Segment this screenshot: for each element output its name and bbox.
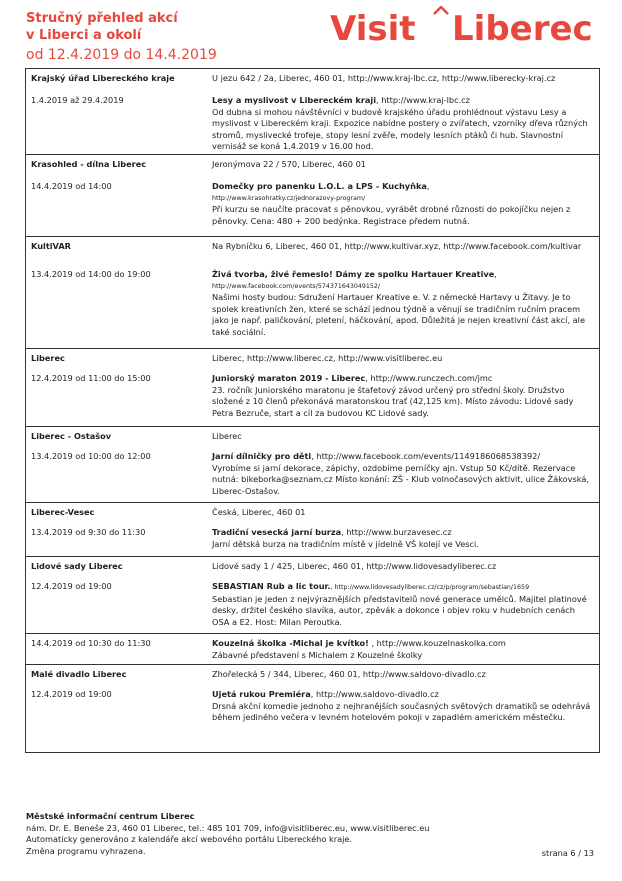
logo-caret-icon [434, 7, 448, 14]
event-org: Krasohled - dílna Liberec [31, 159, 147, 169]
event-description: Drsná akční komedie jednoho z nejhranějších současných světových dramatiků se odehrává během jediného večera v levném hotelovém pokoji v zapadlém americkém městečku. [212, 700, 591, 723]
event-row [26, 634, 599, 665]
event-row [26, 69, 599, 155]
event-row [26, 155, 599, 237]
event-row [26, 427, 599, 503]
event-link[interactable]: , http://www.kouzelnaskolka.com [368, 638, 506, 648]
event-row [26, 237, 599, 349]
event-title: Juniorský maraton 2019 - Liberec [212, 373, 366, 383]
event-link[interactable]: , http://www.runczech.com/jmc [365, 373, 493, 383]
event-description: Našimi hosty budou: Sdružení Hartauer Kreative e. V. z německé Hartavy u Žitavy. Je to spolek kreativních žen, které se schází jednou týdně a věnují se tradičním ručním pracem jako je např. paličkování, pletení, háčkování, apod. Důležitá je nejen kreativní část akcí, ale také sociální. [212, 292, 585, 337]
event-org: Liberec - Ostašov [31, 431, 112, 441]
event-details [212, 269, 592, 339]
event-description: Od dubna si mohou návštěvníci v budově krajského úřadu prohlédnout výstavu Lesy a myslivost v Libereckém kraji. Expozice nabídne postery o zvířatech, vzorníky dřeva různých stromů, myslivecké trofeje, stopy lesní zvěře, modely lesních ptáků či hub. Slavnostní vernisáž se koná 1.4.2019 v 16.00 hod. [212, 106, 588, 152]
event-date: 12.4.2019 od 11:00 do 15:00 [31, 373, 151, 383]
event-row [26, 665, 599, 753]
event-link[interactable]: , http://www.facebook.com/events/1149186068538392/ [311, 451, 541, 461]
event-details [212, 581, 592, 628]
event-org: Liberec [31, 353, 65, 363]
event-title: SEBASTIAN Rub a lic tour. [212, 581, 331, 591]
footer-note-changes: Změna programu vyhrazena. [26, 845, 146, 856]
event-details [212, 373, 592, 419]
event-details [212, 638, 592, 661]
event-title: Kouzelná školka -Michal je kvítko! [212, 638, 369, 648]
event-description: Vyrobíme si jarní dekorace, zápichy, ozdobíme perníčky ajn. Vstup 50 Kč/dítě. Rezervace nutná: bikeborka@seznam.cz Místo konání: ZŠ - Klub volnočasových aktivit, ulice Žákovská, Liberec-Ostašov. [212, 462, 589, 496]
event-link[interactable]: , http://www.lidovesadyliberec.cz/cz/p/program/sebastian/1659 [330, 584, 530, 591]
event-details [212, 527, 592, 550]
event-link[interactable]: , [426, 181, 430, 191]
event-date: 14.4.2019 od 10:30 do 11:30 [31, 638, 151, 648]
event-address: Liberec [212, 431, 242, 441]
event-description: 23. ročník Juniorského maratonu je štafetový závod určený pro střední školy. Družstvo složené z 10 členů překonává maratonskou trať (42,125 km). Místo závodu: Lidové sady Petra Bezruče, start a cíl za budovou KC Lidové sady. [212, 384, 574, 418]
event-details [212, 689, 592, 724]
footer-note-generated: Automaticky generováno z kalendáře akcí webového portálu Libereckého kraje. [26, 834, 353, 845]
event-description: Při kurzu se naučíte pracovat s pěnovkou, vyrábět drobné různosti do pokojíčku nejen z pěnovky. Cena: 480 + 200 bedýnka. Registrace předem nutná. [212, 204, 571, 226]
event-details [212, 95, 592, 153]
title-line-2: v Liberci a okolí [26, 28, 142, 43]
event-address: Česká, Liberec, 460 01 [212, 507, 306, 517]
event-url[interactable]: http://www.krasohratky.cz/jednorazovy-program/ [212, 194, 366, 202]
event-address: Na Rybníčku 6, Liberec, 460 01, http://www.kultivar.xyz, http://www.facebook.com/kultivar [212, 241, 582, 251]
event-row [26, 349, 599, 427]
event-date: 1.4.2019 až 29.4.2019 [31, 95, 124, 105]
document-title [26, 10, 286, 44]
event-description: Sebastian je jeden z nejvýraznějších představitelů nové generace umělců. Majitel platinové desky, držitel českého slavíka, autor, zpěvák a dokonce i objev roku v hudebních cenách OSA a E2. Host: Milan Peroutka. [212, 593, 587, 627]
title-line-1: Stručný přehled akcí [26, 11, 178, 26]
event-details [212, 451, 592, 497]
event-org: Krajský úřad Libereckého kraje [31, 73, 175, 83]
event-org: Liberec-Vesec [31, 507, 95, 517]
page-number: strana 6 / 13 [541, 848, 594, 858]
event-description: Jarní dětská burza na tradičním místě v jídelně VŠ kolejí ve Vesci. [212, 538, 479, 549]
event-row [26, 503, 599, 557]
event-link[interactable]: , http://www.kraj-lbc.cz [376, 95, 470, 105]
event-title: Lesy a myslivost v Libereckém kraji [212, 95, 377, 105]
logo-text-visit: Visit [330, 9, 416, 49]
event-date: 13.4.2019 od 14:00 do 19:00 [31, 269, 151, 279]
event-title: Ujetá rukou Premiéra [212, 689, 311, 699]
events-table [25, 68, 600, 753]
event-date: 14.4.2019 od 14:00 [31, 181, 112, 191]
event-org: KultiVAR [31, 241, 71, 251]
event-date: 12.4.2019 od 19:00 [31, 689, 112, 699]
event-title: Živá tvorba, živé řemeslo! Dámy ze spolku Hartauer Kreative [212, 269, 495, 279]
event-address: Liberec, http://www.liberec.cz, http://www.visitliberec.eu [212, 353, 443, 363]
event-org: Malé divadlo Liberec [31, 669, 127, 679]
event-address: U jezu 642 / 2a, Liberec, 460 01, http://www.kraj-lbc.cz, http://www.liberecky-kraj.cz [212, 73, 556, 83]
event-date: 12.4.2019 od 19:00 [31, 581, 112, 591]
event-date: 13.4.2019 od 10:00 do 12:00 [31, 451, 151, 461]
event-address: Lidové sady 1 / 425, Liberec, 460 01, http://www.lidovesadyliberec.cz [212, 561, 497, 571]
event-details [212, 181, 592, 227]
event-row [26, 557, 599, 634]
event-address: Jeronýmova 22 / 570, Liberec, 460 01 [212, 159, 366, 169]
event-title: Jarní dílničky pro děti [212, 451, 312, 461]
footer-org: Městské informační centrum Liberec [26, 811, 195, 821]
event-title: Domečky pro panenku L.O.L. a LPS - Kuchyňka [212, 181, 427, 191]
event-link[interactable]: , http://www.burzavesec.cz [341, 527, 452, 537]
event-link[interactable]: , [494, 269, 497, 279]
event-org: Lidové sady Liberec [31, 561, 123, 571]
event-link[interactable]: , http://www.saldovo-divadlo.cz [310, 689, 439, 699]
date-range: od 12.4.2019 do 14.4.2019 [26, 47, 217, 63]
visit-liberec-logo [330, 6, 600, 52]
logo-text-liberec: Liberec [452, 9, 593, 49]
event-url[interactable]: http://www.facebook.com/events/574371643049152/ [212, 282, 381, 290]
event-description: Zábavné představení s Michalem z Kouzelné školky [212, 649, 423, 660]
event-title: Tradiční vesecká jarní burza [212, 527, 342, 537]
event-date: 13.4.2019 od 9:30 do 11:30 [31, 527, 146, 537]
footer-contact: nám. Dr. E. Beneše 23, 460 01 Liberec, tel.: 485 101 709, info@visitliberec.eu, www.visitliberec.eu [26, 822, 430, 833]
footer [26, 811, 598, 857]
event-address: Zhořelecká 5 / 344, Liberec, 460 01, http://www.saldovo-divadlo.cz [212, 669, 486, 679]
